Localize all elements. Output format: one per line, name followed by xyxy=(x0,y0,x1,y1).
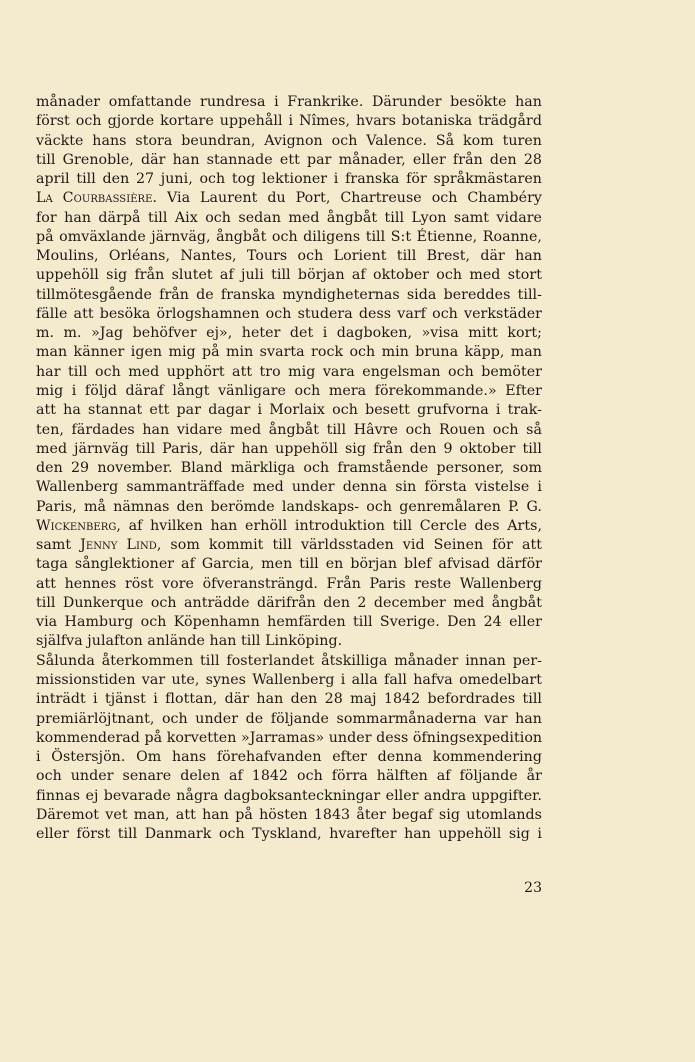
text-line: har till och med upphört att tro mig vara engelsman och bemöter xyxy=(36,363,542,380)
text-line: ten, färdades han vidare med ångbåt till Hâvre och Rouen och så xyxy=(36,421,542,438)
text-line: kommenderad på korvetten »Jarramas» under dess öfningsexpedition xyxy=(36,729,543,746)
text-line: Wickenberg, af hvilken han erhöll introduktion till Cercle des Arts, xyxy=(36,517,542,534)
text-line: Däremot vet man, att han på hösten 1843 åter begaf sig utomlands xyxy=(36,806,542,823)
text-line: taga sånglektioner af Garcia, men till en början blef afvisad därför xyxy=(36,556,542,573)
text-line: man känner igen mig på min svarta rock och min bruna käpp, man xyxy=(36,344,542,361)
text-line: Paris, må nämnas den berömde landskaps- och genremålaren P. G. xyxy=(36,498,542,515)
text-line: väckte hans stora beundran, Avignon och Valence. Så kom turen xyxy=(36,132,542,149)
text-line: månader omfattande rundresa i Frankrike. Därunder besökte han xyxy=(36,94,542,110)
text-line: for han därpå till Aix och sedan med ångbåt till Lyon samt vidare xyxy=(36,209,542,226)
text-line: fälle att besöka örlogshamnen och studera dess varf och verkstäder xyxy=(36,305,542,322)
text-line: i Östersjön. Om hans förehafvanden efter denna kommendering xyxy=(36,749,542,766)
text-line: att hennes röst vore öfveransträngd. Från Paris reste Wallenberg xyxy=(36,575,542,592)
text-line: m. m. »Jag behöfver ej», heter det i dagboken, »visa mitt kort; xyxy=(36,325,542,342)
text-line: eller först till Danmark och Tyskland, hvarefter han uppehöll sig i xyxy=(36,826,542,843)
text-line: mig i följd däraf långt vänligare och mera förekommande.» Efter xyxy=(36,382,542,399)
text-line: till Dunkerque och anträdde därifrån den 2 december med ångbåt xyxy=(36,594,542,611)
text-line: den 29 november. Bland märkliga och framstående personer, som xyxy=(36,460,542,477)
text-line: samt Jenny Lind, som kommit till världsstaden vid Seinen för att xyxy=(36,537,542,554)
text-line: via Hamburg och Köpenhamn hemfärden till Sverige. Den 24 eller xyxy=(36,614,542,631)
text-line: Wallenberg sammanträffade med under denna sin första vistelse i xyxy=(36,479,542,496)
page-number: 23 xyxy=(524,880,542,896)
text-line: och under senare delen af 1842 och förra hälften af följande år xyxy=(36,768,542,785)
text-line: med järnväg till Paris, där han uppehöll sig från den 9 oktober till xyxy=(36,440,542,457)
text-line: tillmötesgående från de franska myndigheternas sida bereddes till- xyxy=(36,286,542,303)
text-line: först och gjorde kortare uppehåll i Nîmes, hvars botaniska trädgård xyxy=(36,113,542,130)
text-line: Moulins, Orléans, Nantes, Tours och Lorient till Brest, där han xyxy=(36,248,542,265)
text-line: finnas ej bevarade några dagboksanteckningar eller andra uppgifter. xyxy=(36,787,542,804)
text-line: att ha stannat ett par dagar i Morlaix och besett grufvorna i trak- xyxy=(36,402,542,419)
text-line: till Grenoble, där han stannade ett par månader, eller från den 28 xyxy=(36,151,542,168)
text-line: La Courbassière. Via Laurent du Port, Chartreuse och Chambéry xyxy=(36,190,542,207)
text-line: själfva julafton anlände han till Linköping. xyxy=(36,633,343,650)
text-line: inträdt i tjänst i flottan, där han den 28 maj 1842 befordrades till xyxy=(36,691,542,708)
body-text xyxy=(36,93,542,844)
text-line: april till den 27 juni, och tog lektioner i franska för språkmästaren xyxy=(36,171,542,188)
text-line: på omväxlande järnväg, ångbåt och diligens till S:t Étienne, Roanne, xyxy=(36,228,542,245)
text-line: premiärlöjtnant, och under de följande sommarmånaderna var han xyxy=(36,710,542,727)
text-line: missionstiden var ute, synes Wallenberg i alla fall hafva omedelbart xyxy=(36,671,542,688)
text-line: uppehöll sig från slutet af juli till början af oktober och med stort xyxy=(36,267,542,284)
text-line: Sålunda återkommen till fosterlandet åtskilliga månader innan per- xyxy=(36,652,542,669)
